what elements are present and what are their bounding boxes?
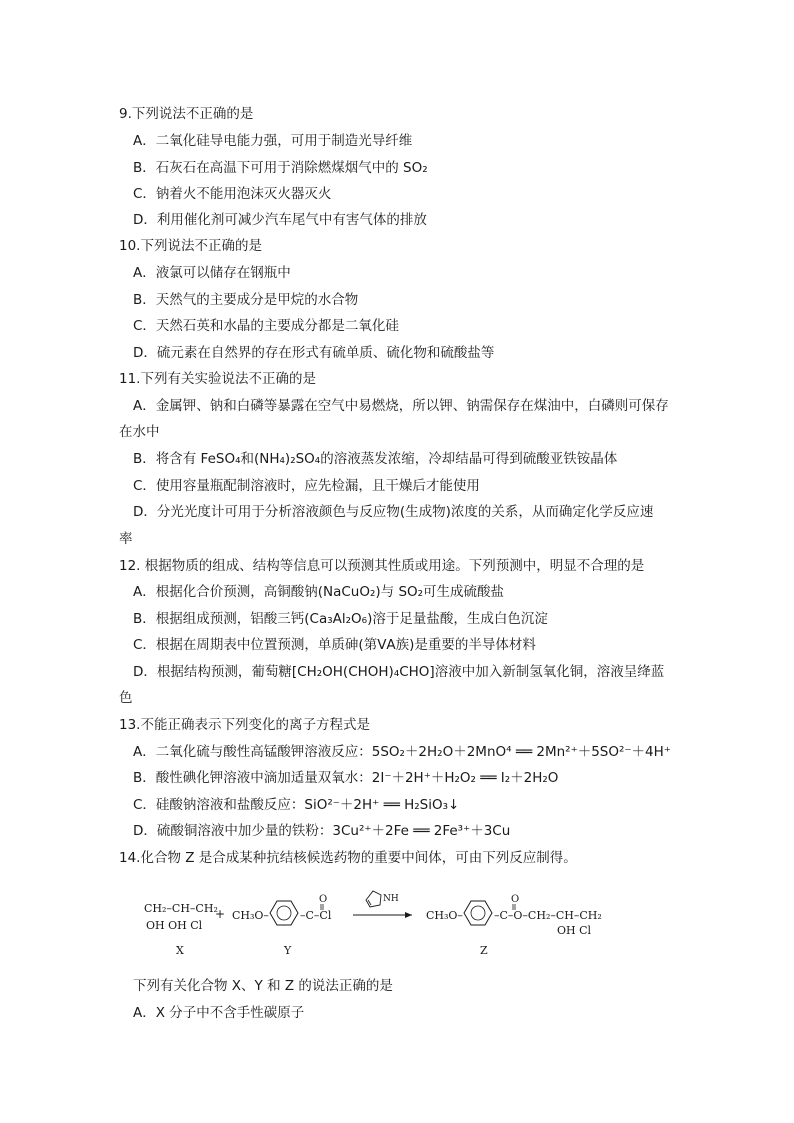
question-14-stem: 14.化合物 Z 是合成某种抗结核候选药物的重要中间体，可由下列反应制得。 (119, 850, 577, 866)
compound-y-methoxy: CH₃O– (232, 909, 269, 922)
question-9-option-c: C．钠着火不能用泡沫灭火器灭火 (133, 186, 332, 202)
question-12-option-a: A．根据化合价预测，高铜酸钠(NaCuO₂)与 SO₂可生成硫酸盐 (133, 584, 505, 600)
question-11-option-d: D．分光光度计可用于分析溶液颜色与反应物(生成物)浓度的关系，从而确定化学反应速 (133, 504, 654, 520)
label-x: X (176, 944, 184, 957)
question-12-option-c: C．根据在周期表中位置预测，单质砷(第ⅤA族)是重要的半导体材料 (133, 637, 536, 653)
question-9-option-d: D．利用催化剂可减少汽车尾气中有害气体的排放 (133, 212, 427, 228)
compound-z-methoxy: CH₃O– (426, 909, 463, 922)
compound-y-acyl-chloride: –C–Cl (300, 909, 332, 922)
question-10-option-a: A．液氯可以储存在钢瓶中 (133, 265, 291, 281)
compound-z-ester-chain: –C–O–CH₂–CH–CH₂ (494, 909, 602, 922)
plus-sign: + (215, 907, 226, 921)
question-12-option-b: B．根据组成预测，铝酸三钙(Ca₃Al₂O₆)溶于足量盐酸，生成白色沉淀 (133, 611, 548, 627)
question-11-option-a-continued: 在水中 (119, 424, 160, 440)
compound-z-substituents: OH Cl (557, 924, 592, 937)
question-13-option-c: C．硅酸钠溶液和盐酸反应：SiO²⁻＋2H⁺ ══ H₂SiO₃↓ (133, 797, 460, 813)
question-12-stem: 12. 根据物质的组成、结构等信息可以预测其性质或用途。下列预测中，明显不合理的是 (119, 558, 645, 574)
reaction-arrow-head-icon (405, 912, 412, 918)
label-y: Y (284, 944, 292, 957)
question-10-option-d: D．硫元素在自然界的存在形式有硫单质、硫化物和硫酸盐等 (133, 345, 495, 361)
reaction-scheme (140, 888, 620, 963)
question-11-option-c: C．使用容量瓶配制溶液时，应先检漏，且干燥后才能使用 (133, 478, 480, 494)
question-10-option-c: C．天然石英和水晶的主要成分都是二氧化硅 (133, 318, 399, 334)
question-13-option-b: B．酸性碘化钾溶液中滴加适量双氧水：2I⁻＋2H⁺＋H₂O₂ ══ I₂＋2H₂O (133, 770, 559, 786)
compound-x-chain: CH₂–CH–CH₂ (144, 902, 218, 915)
question-11-option-b: B．将含有 FeSO₄和(NH₄)₂SO₄的溶液蒸发浓缩，冷却结晶可得到硫酸亚铁铵晶体 (133, 451, 618, 467)
imidazole-ring-icon (366, 891, 381, 907)
imidazole-nh-label: NH (383, 894, 399, 904)
question-13-option-d: D．硫酸铜溶液中加少量的铁粉：3Cu²⁺＋2Fe ══ 2Fe³⁺＋3Cu (133, 823, 511, 839)
compound-z-aromatic-circle-icon (471, 906, 485, 920)
question-14-option-a: A．X 分子中不含手性碳原子 (133, 1005, 305, 1021)
question-13-option-a: A．二氧化硫与酸性高锰酸钾溶液反应：5SO₂＋2H₂O＋2MnO⁴ ══ 2Mn²⁺＋5SO²⁻＋4H⁺ (133, 744, 671, 760)
question-13-stem: 13.不能正确表示下列变化的离子方程式是 (119, 717, 370, 733)
question-9-option-a: A．二氧化硅导电能力强，可用于制造光导纤维 (133, 133, 413, 149)
question-10-option-b: B．天然气的主要成分是甲烷的水合物 (133, 292, 359, 308)
label-z: Z (480, 944, 488, 957)
question-11-option-d-continued: 率 (119, 531, 133, 547)
question-11-stem: 11.下列有关实验说法不正确的是 (119, 371, 316, 387)
compound-y-carbonyl-oxygen: O (319, 894, 328, 905)
question-9-stem: 9.下列说法不正确的是 (119, 106, 254, 122)
question-14-sub-stem: 下列有关化合物 X、Y 和 Z 的说法正确的是 (133, 978, 393, 994)
compound-y-benzene-ring-icon (270, 901, 298, 925)
question-12-option-d-continued: 色 (119, 690, 133, 706)
question-10-stem: 10.下列说法不正确的是 (119, 238, 262, 254)
compound-y-aromatic-circle-icon (277, 906, 291, 920)
compound-z-benzene-ring-icon (464, 901, 492, 925)
question-11-option-a: A．金属钾、钠和白磷等暴露在空气中易燃烧，所以钾、钠需保存在煤油中，白磷则可保存 (133, 398, 669, 414)
question-12-option-d: D．根据结构预测，葡萄糖[CH₂OH(CHOH)₄CHO]溶液中加入新制氢氧化铜，溶液呈绛蓝 (133, 664, 665, 680)
compound-z-carbonyl-oxygen: O (511, 894, 520, 905)
compound-x-substituents: OH OH Cl (146, 919, 203, 932)
question-9-option-b: B．石灰石在高温下可用于消除燃煤烟气中的 SO₂ (133, 160, 428, 176)
